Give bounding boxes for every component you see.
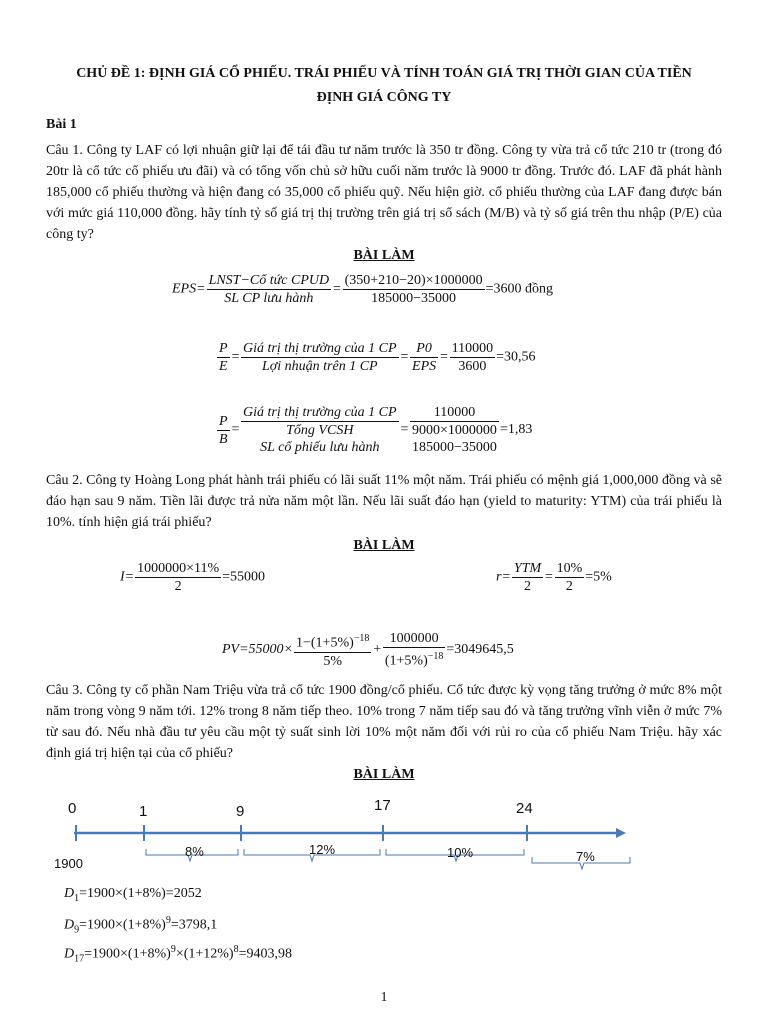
pe-f1-num: Giá trị thị trường của 1 CP — [243, 341, 397, 356]
pe-f3-den: 3600 — [458, 359, 487, 374]
d9-body-1: =1900×(1+8%) — [79, 917, 166, 933]
timeline-svg — [60, 815, 640, 885]
rate-fraction-1 — [512, 560, 543, 595]
pv-f2-den-base: (1+5%) — [384, 653, 428, 669]
pe-lhs-num: P — [219, 341, 228, 356]
pe-result: =30,56 — [496, 349, 536, 365]
pv-lhs: PV=55000× — [222, 641, 293, 657]
rate-equation: r= $\frac{\text{YTM}}{2}$ = $\frac{10\%}{2}$ =5% — [496, 561, 612, 594]
pv-equation — [222, 630, 514, 670]
d1-body: =1900×(1+8%)=2052 — [79, 886, 202, 901]
title-line-1: CHỦ ĐỀ 1: ĐỊNH GIÁ CỔ PHIẾU. TRÁI PHIẾU VÀ TÍNH TOÁN GIÁ TRỊ THỜI GIAN CỦA TIỀN — [76, 66, 692, 81]
d17-exponent-1: 9 — [170, 944, 176, 955]
pb-result: =1,83 — [499, 422, 533, 437]
eps-f2-numerator: (350+210−20)×1000000 — [344, 273, 483, 288]
rate-fraction-2 — [555, 560, 585, 595]
pe-f2-den: EPS — [412, 359, 437, 374]
pb-f2-den-den: 185000−35000 — [412, 440, 497, 455]
interest-result: =55000 — [222, 569, 266, 585]
timeline-tick-label-9: 9 — [236, 803, 245, 820]
eps-equation — [172, 272, 553, 307]
d9-body-2: =3798,1 — [170, 917, 218, 933]
interest-equation — [120, 560, 265, 595]
eps-result: =3600 đồng — [485, 281, 553, 297]
pe-fraction-2 — [410, 340, 438, 375]
pb-fraction-1 — [241, 404, 399, 456]
pb-lhs-den: B — [219, 431, 228, 447]
d17-subscript: 17 — [74, 953, 85, 965]
pv-f2-den — [383, 648, 446, 670]
timeline-tick-label-0: 0 — [68, 800, 77, 817]
timeline-rate-12: 12% — [309, 842, 336, 857]
pb-fraction-2 — [410, 404, 499, 456]
pb-lhs-num: P — [219, 413, 228, 429]
pb-f1-den — [241, 422, 399, 456]
pe-f1-den: Lợi nhuận trên 1 CP — [262, 359, 378, 374]
timeline-tick-label-24: 24 — [516, 800, 533, 817]
interest-num: 1000000×11% — [137, 561, 220, 576]
eps-fraction-1 — [207, 272, 332, 307]
d17-exponent-2: 8 — [233, 944, 239, 955]
title-line-2: ĐỊNH GIÁ CÔNG TY — [316, 90, 452, 105]
d9-symbol: D — [64, 917, 75, 933]
timeline-arrowhead — [616, 828, 626, 838]
pe-fraction-1 — [241, 340, 399, 375]
pb-f2-den-num: 9000×1000000 — [412, 423, 497, 438]
pv-f1-den: 5% — [323, 653, 343, 669]
pv-f2-num: 1000000 — [383, 630, 446, 648]
d9-subscript: 9 — [74, 924, 80, 936]
pb-f1-den-num: Tổng VCSH — [286, 423, 354, 438]
rate-f1-num: YTM — [513, 561, 542, 576]
page-number: 1 — [380, 990, 388, 1005]
pe-equation: $\frac{P}{E}$ = $\frac{\text{Giá trị thị trường của 1 CP}}{\text{Lợi nhuận trên 1 CP}}$ = $\frac{P0}{\text{EPS}}$ = $\frac{110000}{3600}$ =30,56 — [219, 341, 536, 374]
pe-f3-num: 110000 — [451, 341, 494, 356]
solution-heading-2: BÀI LÀM — [353, 538, 415, 553]
interest-lhs: I= — [120, 569, 135, 585]
rate-f2-den: 2 — [565, 579, 573, 594]
interest-den: 2 — [174, 579, 182, 594]
eps-f2-denominator: 185000−35000 — [371, 291, 457, 306]
timeline-tick-label-1: 1 — [139, 803, 148, 820]
pe-lhs-fraction — [217, 340, 230, 375]
solution-heading-1: BÀI LÀM — [353, 248, 415, 263]
eps-f1-denominator: SL CP lưu hành — [224, 291, 314, 306]
eps-equals: = — [332, 281, 342, 297]
pb-f2-num: 110000 — [410, 404, 499, 422]
pb-equation: $\frac{P}{B}$ = Giá trị thị trường của 1 CP Tổng VCSH SL cổ phiếu lưu hành = 110000 9000×1000000 185000−35000 =1,83 — [219, 405, 533, 455]
section-heading-bai-1: Bài 1 — [46, 117, 77, 132]
pv-f2-den-exponent: −18 — [427, 651, 444, 662]
d9-exponent: 9 — [165, 915, 171, 926]
pe-f2-num: P0 — [410, 340, 438, 358]
d17-body-1: =1900×(1+8%) — [84, 946, 171, 962]
pe-fraction-3 — [450, 340, 495, 375]
d1-symbol: D — [64, 886, 75, 901]
question-3-text: Câu 3. Công ty cổ phần Nam Triệu vừa trả cổ tức 1900 đồng/cổ phiếu. Cổ tức được kỳ vọng tăng trưởng ở mức 8% một năm trong vòng 9 năm tới. 12% trong 8 năm tiếp theo. 10% trong 7 năm tiếp sau đó và tăng trưởng vĩnh viễn ở mức 7% từ sau đó. Nếu nhà đầu tư yêu cầu một tỷ suất sinh lời 10% một năm đối với rủi ro của cổ phiếu Nam Triệu. hãy xác định giá trị hiện tại của cổ phiếu? — [46, 683, 722, 761]
pb-f1-den-den: SL cổ phiếu lưu hành — [260, 440, 380, 455]
d1-subscript: 1 — [74, 892, 80, 904]
timeline-rate-7: 7% — [576, 849, 595, 864]
rate-lhs: r= — [496, 569, 511, 585]
d17-body-3: =9403,98 — [238, 946, 292, 962]
eps-f1-numerator: LNST−Cổ tức CPUD — [208, 273, 330, 288]
rate-f1-den: 2 — [524, 579, 532, 594]
d17-body-2: ×(1+12%) — [175, 946, 234, 962]
timeline-start-value: 1900 — [54, 856, 83, 871]
timeline-tick-label-17: 17 — [374, 797, 391, 814]
dividend-d17-equation — [64, 944, 292, 964]
dividend-d1-equation — [64, 886, 202, 904]
pv-f1-num-base: 1−(1+5%) — [296, 635, 354, 651]
pb-f1-num: Giá trị thị trường của 1 CP — [243, 405, 397, 420]
pv-fraction-2 — [383, 630, 446, 670]
timeline-rate-8: 8% — [185, 844, 204, 859]
pv-fraction-1 — [294, 630, 371, 670]
rate-result: =5% — [585, 569, 612, 585]
solution-heading-3: BÀI LÀM — [353, 767, 415, 782]
eps-fraction-2 — [343, 272, 485, 307]
dividend-d9-equation — [64, 915, 217, 935]
pv-f1-num — [294, 630, 371, 653]
interest-fraction — [135, 560, 221, 595]
pv-f1-num-exponent: −18 — [353, 633, 370, 644]
pb-f2-den — [410, 422, 499, 456]
pb-lhs-fraction — [217, 413, 230, 448]
question-1-text: Câu 1. Công ty LAF có lợi nhuận giữ lại để tái đầu tư năm trước là 350 tr đồng. Công ty vừa trả cổ tức 210 tr (trong đó 20tr là cổ tức cổ phiếu ưu đãi) và có tổng vốn chủ sở hữu cuối năm trước là 9000 tr đồng. Trước đó. LAF đã phát hành 185,000 cổ phiếu thường và hiện đang có 35,000 cổ phiếu quỹ. Nếu hiện giờ. cổ phiếu thường của LAF đang được bán với mức giá 110,000 đồng. hãy tính tỷ số giá trị thị trường trên giá trị sổ sách (M/B) và tỷ số giá trên thu nhập (P/E) của công ty? — [46, 143, 722, 242]
pe-lhs-den: E — [219, 359, 228, 374]
pv-plus: + — [372, 641, 382, 657]
timeline-rate-10: 10% — [447, 845, 474, 860]
question-2-text: Câu 2. Công ty Hoàng Long phát hành trái phiếu có lãi suất 11% một năm. Trái phiếu có mệnh giá 1,000,000 đồng và sẽ đáo hạn sau 9 năm. Tiền lãi được trả nửa năm một lần. Nếu lãi suất đáo hạn (yield to maturity: YTM) của trái phiếu là 10%. tính hiện giá trái phiếu? — [46, 473, 722, 530]
eps-lhs: EPS= — [172, 281, 206, 297]
d17-symbol: D — [64, 946, 75, 962]
pv-result: =3049645,5 — [446, 641, 514, 657]
rate-f2-num: 10% — [556, 561, 583, 576]
